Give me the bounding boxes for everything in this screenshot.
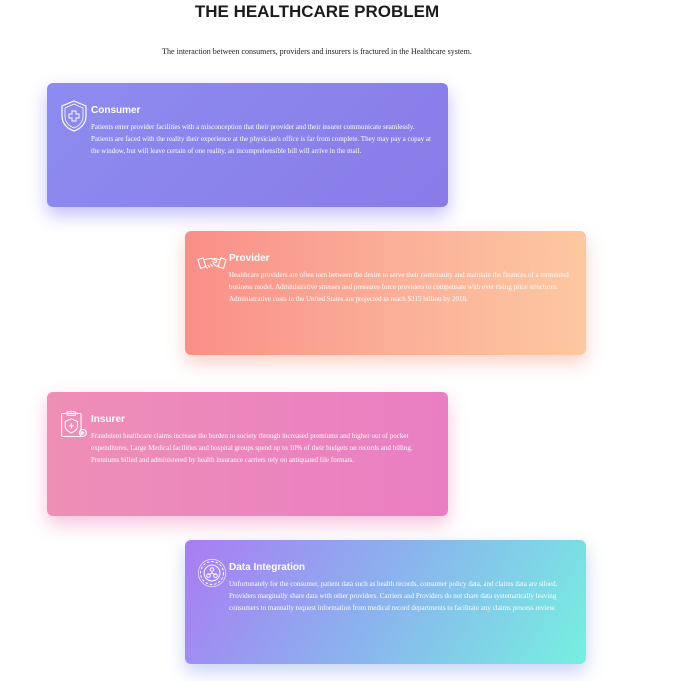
card-title: Provider (229, 253, 270, 264)
card-data-integration (185, 540, 586, 664)
page-title: THE HEALTHCARE PROBLEM (194, 2, 440, 21)
card-insurer (47, 392, 448, 516)
card-title: Insurer (91, 414, 125, 425)
card-title: Data Integration (229, 562, 306, 573)
handshake-icon (197, 247, 227, 281)
card-text: Patients enter provider facilities with a misconception that their provider and their insurer communicate seamlessly. Patients are faced with the reality their experience at the physician's office is far from complete. They may pay a copay at the window, but will leave certain of one reality, an incomprehensible bill will arrive in the mail. (91, 123, 431, 155)
card-text: Healthcare providers are often torn between the desire to serve their community and maintain the finances of a tormented business model. Administrative stresses and pressures force providers to compensate with ever rising price structures. Administrative costs in the United States are projected to reach $315 billion by 2018. (229, 271, 569, 303)
card-consumer (47, 83, 448, 207)
card-title: Consumer (91, 105, 141, 116)
card-provider (185, 231, 586, 355)
page-subtitle: The interaction between consumers, providers and insurers is fractured in the Healthcare system. (162, 47, 472, 56)
card-text: Fraudulent healthcare claims increase the burden to society through increased premiums and higher out of pocket expenditures. Large Medical facilities and hospital groups spend up to 10% of their budgets on records and billing. Premiums billed and administered by health insurance carriers rely on antiquated file formats. (91, 432, 413, 464)
shield-plus-icon (59, 99, 89, 133)
card-text: Unfortunately for the consumer, patient data such as health records, consumer policy data, and claims data are siloed. Providers marginally share data with other providers. Carriers and Providers do not share data systematically leaving consumers to manually request information from medical record departments to facilitate any claims process review. (229, 580, 558, 612)
clipboard-shield-icon (59, 408, 89, 442)
gear-network-icon (197, 556, 227, 590)
